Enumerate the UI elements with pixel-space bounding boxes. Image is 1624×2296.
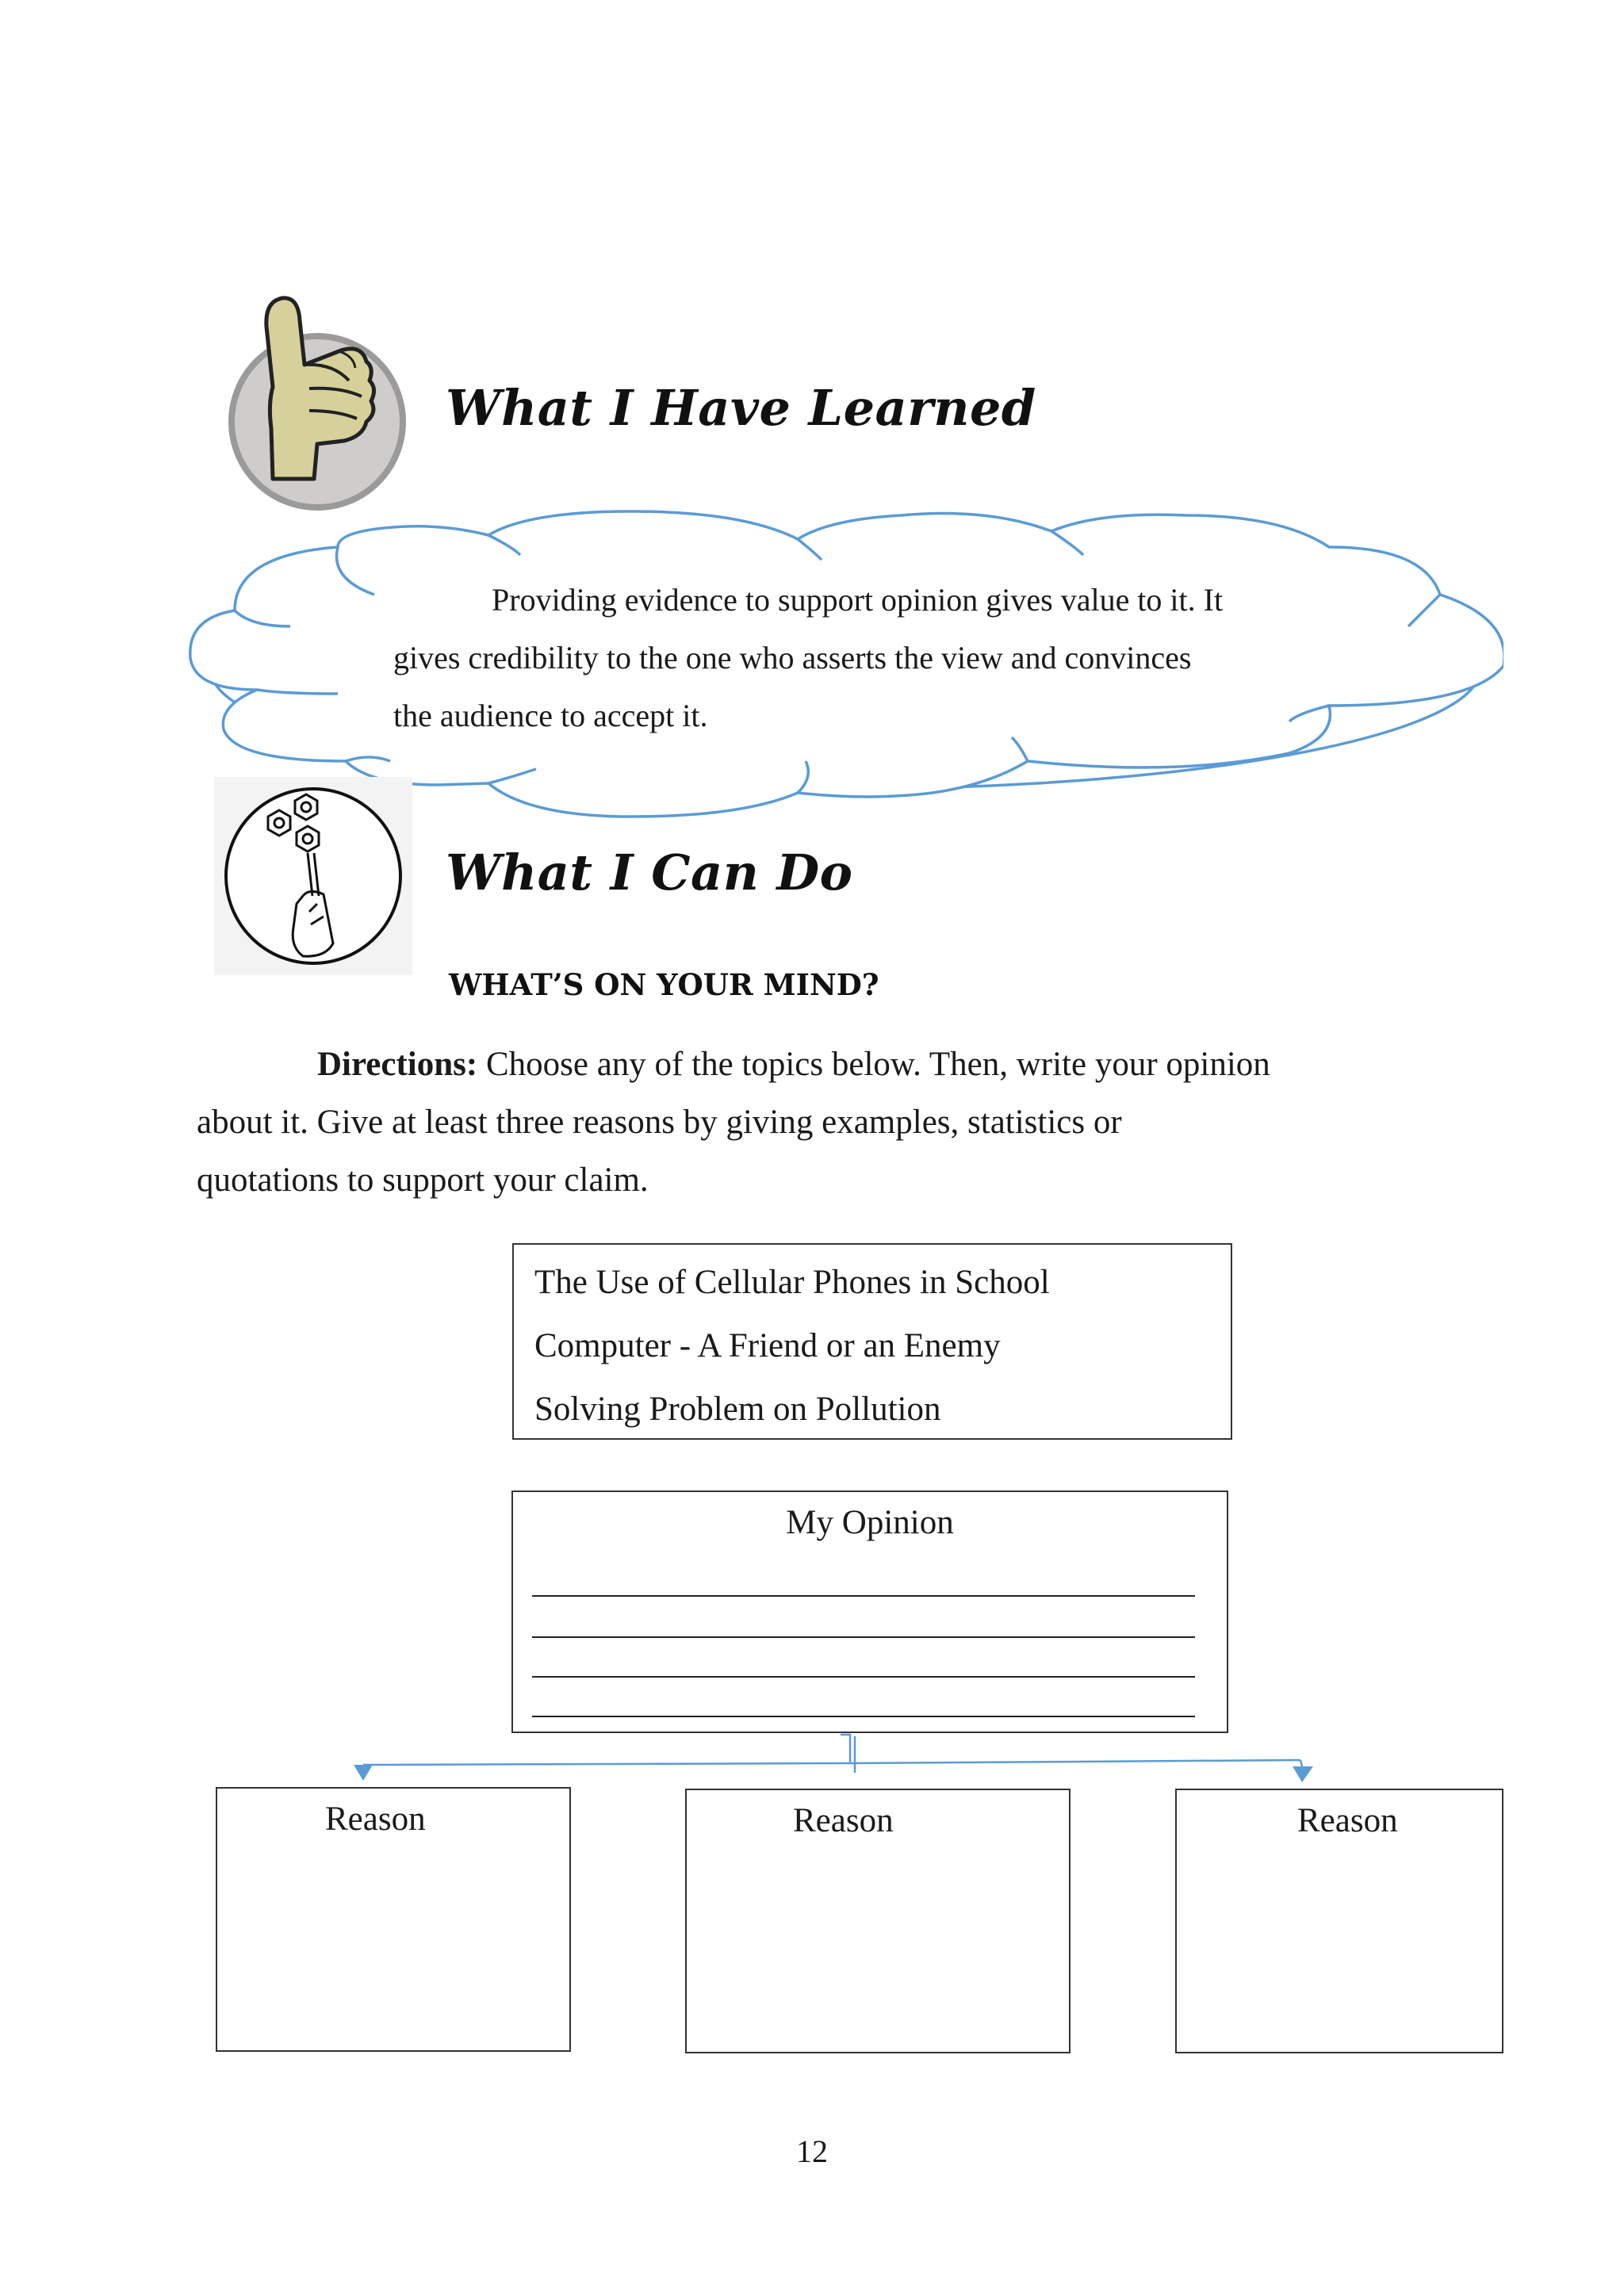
answer-line[interactable] (532, 1676, 1195, 1678)
cloud-text (393, 571, 1424, 744)
section-title-can-do: What I Can Do (446, 844, 853, 901)
activity-subheading: WHAT’S ON YOUR MIND? (449, 967, 879, 1002)
page-number: 12 (796, 2133, 828, 2169)
section-title-learned: What I Have Learned (446, 379, 1036, 437)
wrench-bolts-icon (214, 777, 412, 975)
thumbs-up-icon (222, 285, 412, 515)
directions-paragraph (197, 1035, 1450, 1209)
directions-line: quotations to support your claim. (197, 1161, 649, 1199)
topic-item: Computer - A Friend or an Enemy (534, 1327, 1001, 1364)
opinion-title: My Opinion (786, 1504, 954, 1541)
cloud-line: Providing evidence to support opinion gives value to it. It (492, 582, 1224, 618)
cloud-line: gives credibility to the one who asserts the view and convinces (393, 640, 1192, 675)
answer-line[interactable] (532, 1716, 1195, 1717)
reason-box-1[interactable] (216, 1787, 571, 2052)
reason-box-2[interactable] (685, 1789, 1071, 2053)
answer-line[interactable] (532, 1595, 1195, 1597)
reason-label: Reason (325, 1800, 426, 1838)
topic-item: The Use of Cellular Phones in School (534, 1264, 1050, 1301)
reason-label: Reason (793, 1802, 894, 1839)
directions-line: Choose any of the topics below. Then, write your opinion (485, 1046, 1270, 1083)
answer-line[interactable] (532, 1636, 1195, 1638)
directions-line: about it. Give at least three reasons by giving examples, statistics or (197, 1104, 1122, 1141)
directions-label: Directions: (317, 1046, 478, 1083)
reason-label: Reason (1297, 1802, 1398, 1839)
topics-box (512, 1243, 1232, 1440)
reason-box-3[interactable] (1175, 1789, 1503, 2053)
cloud-line: the audience to accept it. (393, 698, 708, 733)
topic-item: Solving Problem on Pollution (534, 1391, 941, 1428)
opinion-box (511, 1490, 1228, 1733)
